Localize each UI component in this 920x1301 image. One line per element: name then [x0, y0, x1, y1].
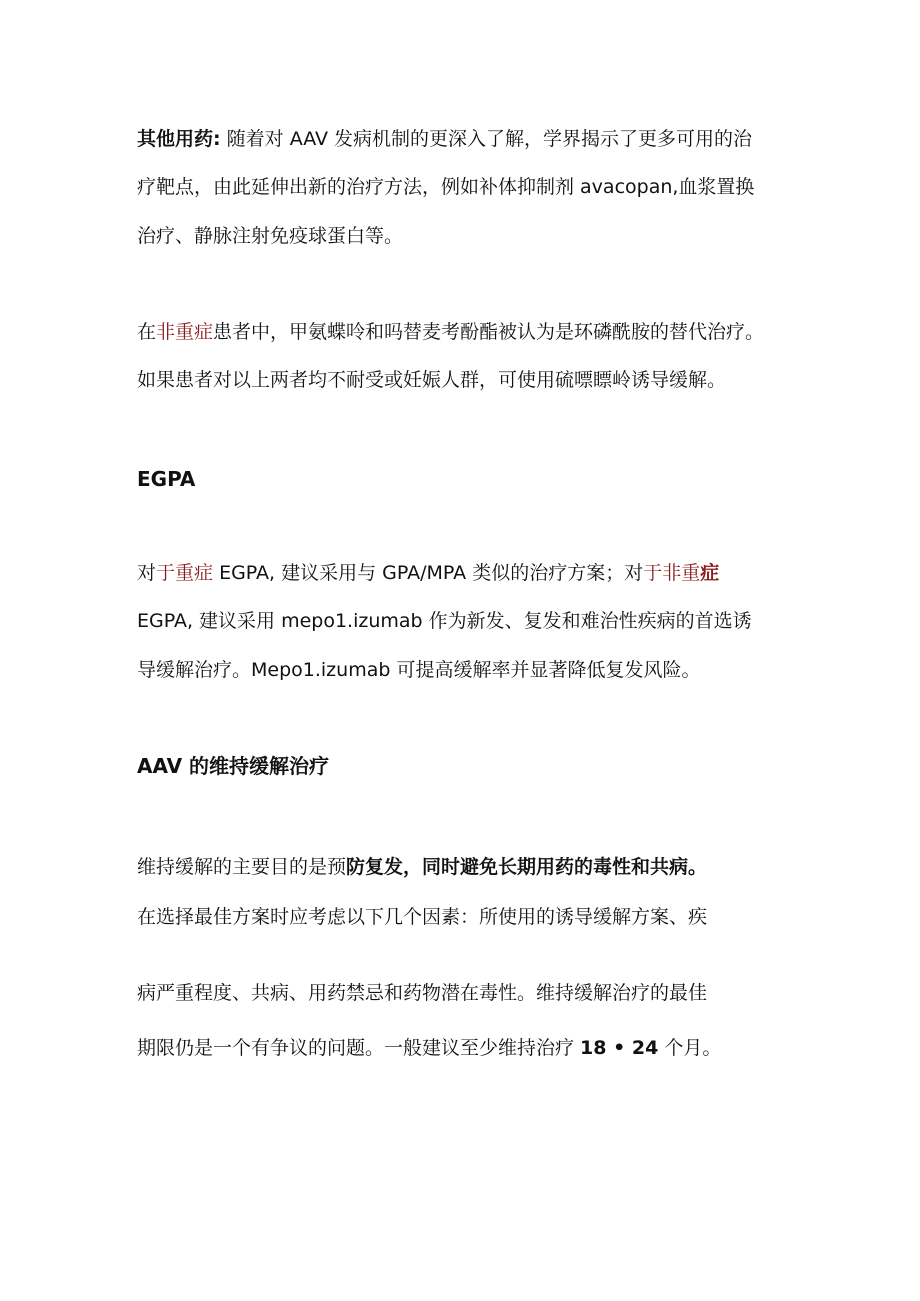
egpa-nonsevere-highlight-bold: 症 — [700, 562, 720, 584]
other-meds-label: 其他用药 — [137, 128, 214, 150]
maintenance-pre: 维持缓解的主要目的是预 — [137, 856, 347, 878]
maintenance-duration: 18 • 24 — [580, 1037, 659, 1059]
maintenance-heading: AAV 的维持缓解治疗 — [137, 754, 330, 778]
nonsevere-post: 患者中，甲氨蝶呤和吗替麦考酚酯被认为是环磷酰胺的替代治疗。 — [213, 321, 765, 343]
maintenance-line-4 — [137, 1036, 721, 1060]
maintenance-line-4-pre: 期限仍是一个有争议的问题。一般建议至少维持治疗 — [137, 1037, 581, 1059]
nonsevere-line-1 — [137, 320, 764, 344]
egpa-severe-highlight: 于重症 — [156, 562, 214, 584]
other-meds-line-3: 治疗、静脉注射免疫球蛋白等。 — [137, 225, 404, 247]
egpa-nonsevere-highlight: 于非重 — [643, 562, 701, 584]
maintenance-line-1 — [137, 855, 707, 879]
egpa-heading: EGPA — [137, 467, 196, 491]
maintenance-line-4-post: 个月。 — [658, 1037, 722, 1059]
other-meds-text-1: 随着对 AAV 发病机制的更深入了解，学界揭示了更多可用的治 — [220, 128, 753, 150]
egpa-line-3: 导缓解治疗。Mepo1.izumab 可提高缓解率并显著降低复发风险。 — [137, 659, 701, 681]
egpa-mid: EGPA, 建议采用与 GPA/MPA 类似的治疗方案；对 — [213, 562, 644, 584]
maintenance-line-3: 病严重程度、共病、用药禁忌和药物潜在毒性。维持缓解治疗的最佳 — [137, 982, 708, 1004]
egpa-line-1 — [137, 561, 719, 585]
other-meds-line-1 — [137, 127, 752, 151]
egpa-pre: 对 — [137, 562, 157, 584]
egpa-line-2: EGPA, 建议采用 mepo1.izumab 作为新发、复发和难治性疾病的首选诱 — [137, 610, 752, 632]
maintenance-bold: 防复发，同时避免长期用药的毒性和共病。 — [346, 856, 708, 878]
other-meds-colon: : — [213, 128, 221, 150]
nonsevere-pre: 在 — [137, 321, 157, 343]
nonsevere-line-2: 如果患者对以上两者均不耐受或妊娠人群，可使用硫嘌瞟岭诱导缓解。 — [137, 369, 727, 391]
other-meds-line-2: 疗靶点，由此延伸出新的治疗方法，例如补体抑制剂 avacopan,血浆置换 — [137, 176, 755, 198]
nonsevere-highlight: 非重症 — [156, 321, 214, 343]
maintenance-line-2: 在选择最佳方案时应考虑以下几个因素：所使用的诱导缓解方案、疾 — [137, 906, 708, 928]
